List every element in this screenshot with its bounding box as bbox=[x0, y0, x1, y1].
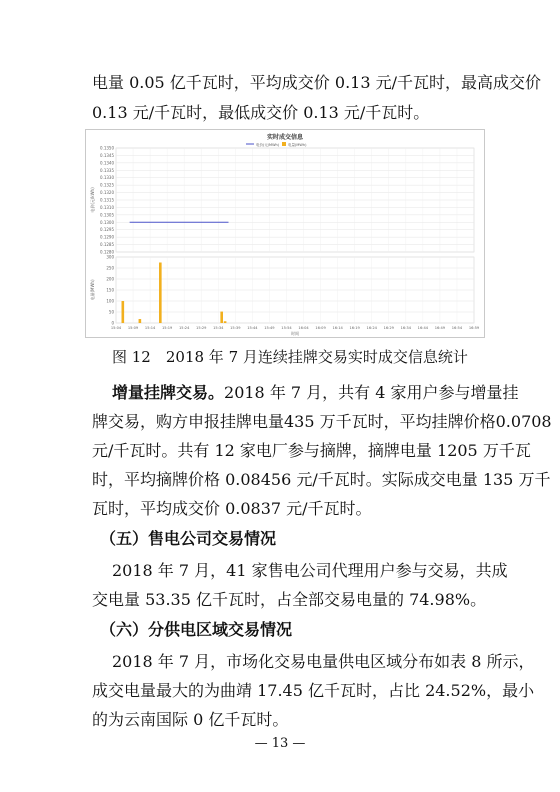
legend-label: 电量(MWh) bbox=[288, 143, 307, 147]
x-tick-label: 15:19 bbox=[161, 326, 173, 330]
paragraph-line: 元/千瓦时。共有 12 家电厂参与摘牌，摘牌电量 1205 万千瓦 bbox=[92, 441, 531, 460]
paragraph-line: 时，平均摘牌价格 0.08456 元/千瓦时。实际成交电量 135 万千 bbox=[92, 470, 551, 489]
x-tick-label: 15:14 bbox=[144, 326, 156, 330]
paragraph-text: 2018 年 7 月，共有 4 家用户参与增量挂 bbox=[224, 383, 519, 402]
y-tick-label: 0.1315 bbox=[100, 197, 114, 203]
y-tick-label: 0.1345 bbox=[100, 152, 114, 158]
text-line: 电量 0.05 亿千瓦时，平均成交价 0.13 元/千瓦时，最高成交价 bbox=[92, 73, 541, 92]
chart-title: 实时成交信息 bbox=[266, 134, 304, 141]
x-tick-label: 16:04 bbox=[298, 326, 309, 330]
paragraph-line: 瓦时，平均成交价 0.0837 元/千瓦时。 bbox=[92, 499, 372, 518]
y-tick-label: 0.1340 bbox=[100, 160, 114, 166]
volume-bar bbox=[122, 301, 125, 323]
legend-swatch-volume bbox=[282, 142, 286, 146]
paragraph-line: 的为云南国际 0 亿千瓦时。 bbox=[92, 710, 289, 729]
y-tick-label: 0.1335 bbox=[100, 167, 114, 173]
paragraph-line: 2018 年 7 月，41 家售电公司代理用户参与交易，共成 bbox=[112, 561, 508, 580]
volume-bar bbox=[139, 319, 142, 323]
y-tick-label: 50 bbox=[108, 309, 114, 315]
y-tick-label: 0 bbox=[111, 320, 114, 326]
volume-bar bbox=[220, 312, 223, 323]
x-tick-label: 15:09 bbox=[127, 326, 139, 330]
y-tick-label: 0.1300 bbox=[100, 219, 114, 225]
y-tick-label: 0.1350 bbox=[100, 145, 114, 151]
x-tick-label: 16:09 bbox=[315, 326, 326, 330]
x-tick-label: 16:24 bbox=[366, 326, 377, 330]
legend-label: 电价(元/MWh) bbox=[256, 143, 280, 147]
x-tick-label: 16:59 bbox=[468, 326, 480, 330]
x-tick-label: 15:54 bbox=[281, 326, 292, 330]
y-tick-label: 0.1330 bbox=[100, 175, 114, 181]
x-tick-label: 16:54 bbox=[451, 326, 463, 330]
volume-bar bbox=[224, 321, 227, 323]
y-tick-label: 200 bbox=[106, 276, 114, 282]
x-tick-label: 15:24 bbox=[179, 326, 190, 330]
y-axis-label: 电量(MWh) bbox=[90, 279, 95, 301]
x-tick-label: 15:44 bbox=[247, 326, 258, 330]
paragraph-line: 牌交易，购方申报挂牌电量435 万千瓦时，平均挂牌价格0.0708 bbox=[92, 412, 552, 431]
paragraph-line: 成交电量最大的为曲靖 17.45 亿千瓦时，占比 24.52%，最小 bbox=[92, 681, 535, 700]
y-tick-label: 0.1305 bbox=[100, 212, 114, 218]
x-tick-label: 15:04 bbox=[110, 326, 122, 330]
y-tick-label: 250 bbox=[106, 265, 114, 271]
chart-svg bbox=[86, 130, 484, 337]
y-tick-label: 0.1320 bbox=[100, 190, 114, 196]
x-tick-label: 15:29 bbox=[196, 326, 207, 330]
volume-bar bbox=[159, 263, 162, 324]
figure-caption: 图 12 2018 年 7 月连续挂牌交易实时成交信息统计 bbox=[112, 348, 468, 366]
y-tick-label: 150 bbox=[106, 287, 114, 293]
x-tick-label: 16:49 bbox=[434, 326, 446, 330]
y-tick-label: 0.1280 bbox=[100, 249, 114, 255]
x-tick-label: 16:29 bbox=[383, 326, 394, 330]
page-number: — 13 — bbox=[254, 736, 306, 751]
y-tick-label: 0.1290 bbox=[100, 234, 114, 240]
x-tick-label: 16:34 bbox=[400, 326, 411, 330]
y-axis-label: 电价(元/kWh) bbox=[90, 187, 95, 213]
text-line: 0.13 元/千瓦时，最低成交价 0.13 元/千瓦时。 bbox=[92, 103, 430, 122]
y-tick-label: 0.1285 bbox=[100, 242, 114, 248]
paragraph-line: 2018 年 7 月，市场化交易电量供电区域分布如表 8 所示， bbox=[112, 652, 535, 671]
x-tick-label: 16:14 bbox=[332, 326, 343, 330]
x-axis-label: 时间 bbox=[291, 331, 299, 336]
x-tick-label: 15:49 bbox=[264, 326, 275, 330]
y-tick-label: 0.1325 bbox=[100, 182, 114, 188]
paragraph-line: 交电量 53.35 亿千瓦时，占全部交易电量的 74.98%。 bbox=[92, 590, 487, 609]
section-heading: （六）分供电区域交易情况 bbox=[100, 620, 293, 639]
x-tick-label: 16:19 bbox=[349, 326, 360, 330]
x-tick-label: 15:39 bbox=[230, 326, 241, 330]
section-heading: （五）售电公司交易情况 bbox=[100, 529, 277, 548]
chart-figure bbox=[85, 129, 485, 338]
y-tick-label: 300 bbox=[106, 254, 114, 260]
y-tick-label: 100 bbox=[106, 298, 114, 304]
paragraph-lead: 增量挂牌交易。 bbox=[112, 383, 225, 402]
paragraph-line bbox=[112, 383, 519, 403]
x-tick-label: 16:44 bbox=[417, 326, 429, 330]
y-tick-label: 0.1310 bbox=[100, 204, 114, 210]
y-tick-label: 0.1295 bbox=[100, 227, 114, 233]
x-tick-label: 15:34 bbox=[213, 326, 224, 330]
